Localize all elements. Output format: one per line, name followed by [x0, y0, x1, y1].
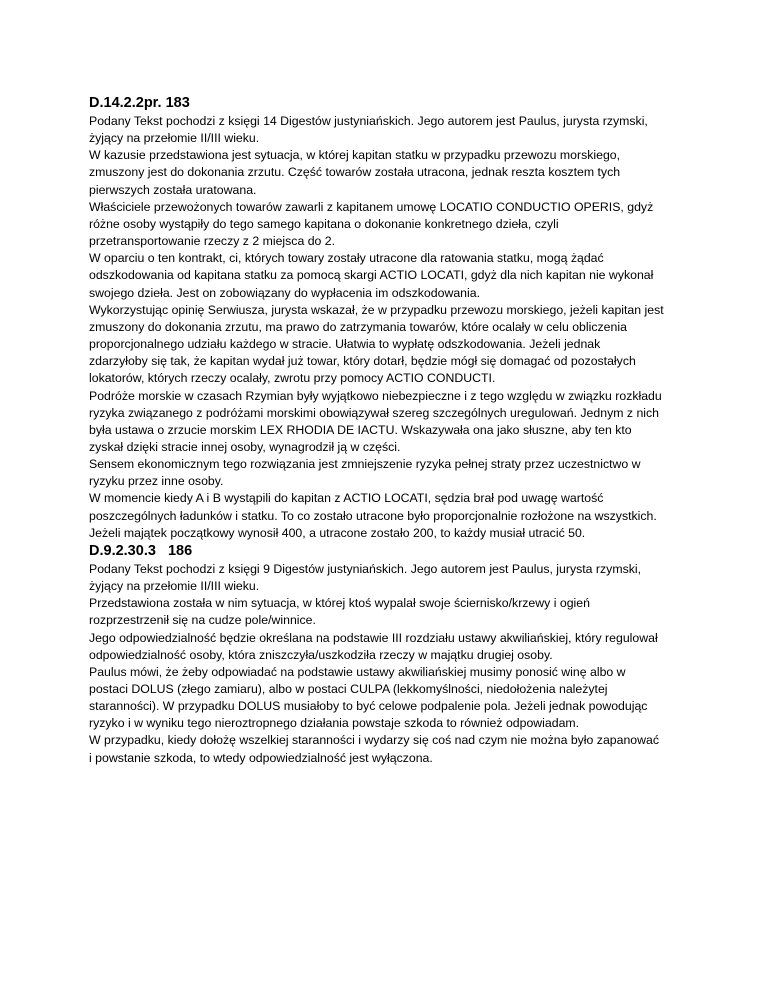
text-line: żyjący na przełomie II/III wieku.	[89, 131, 260, 146]
paragraph	[89, 630, 689, 664]
paragraph	[89, 250, 689, 301]
text-line: Podróże morskie w czasach Rzymian były wyjątkowo niebezpieczne i z tego względu w związku rozkładu	[89, 388, 662, 403]
text-line: staranności). W przypadku DOLUS musiałoby to być celowe podpalenie pola. Jeżeli jednak powodując	[89, 699, 648, 714]
text-line: Podany Tekst pochodzi z księgi 9 Digestów justyniańskich. Jego autorem jest Paulus, jurysta rzymski,	[89, 561, 642, 576]
section-d-9-2-30-3	[89, 542, 689, 767]
text-line: W momencie kiedy A i B wystąpili do kapitan z ACTIO LOCATI, sędzia brał pod uwagę wartość	[89, 491, 604, 506]
text-line: proporcjonalnego udziału każdego w stracie. Ułatwia to wypłatę odszkodowania. Jeżeli jednak	[89, 337, 601, 352]
text-line: ryzyku przez inne osoby.	[89, 474, 224, 489]
paragraph	[89, 199, 689, 250]
text-line: postaci DOLUS (złego zamiaru), albo w postaci CULPA (lekkomyślności, niedołożenia należytej	[89, 682, 608, 696]
text-line: poszczególnych ładunków i statku. To co zostało utracone było proporcjonalnie rozłożone na wszystkich.	[89, 508, 657, 523]
text-line: zyskał dzięki stracie innej osoby, wynagrodził ją w części.	[89, 439, 401, 454]
text-line: rozprzestrzenił się na cudze pole/winnice.	[89, 613, 316, 628]
text-line: W przypadku, kiedy dołożę wszelkiej staranności i wydarzy się coś nad czym nie można było zapanować	[89, 733, 660, 748]
text-line: W oparciu o ten kontrakt, ci, których towary zostały utracone dla ratowania statku, mogą żądać	[89, 251, 604, 266]
text-line: różne osoby wystąpiły do tego samego kapitana o dokonanie konkretnego dzieła, czyli	[89, 216, 559, 231]
text-line: odszkodowania od kapitana statku za pomocą skargi ACTIO LOCATI, gdyż dla nich kapitan nie wykonał	[89, 268, 654, 283]
section-heading: D.14.2.2pr. 183	[89, 95, 190, 111]
paragraph	[89, 561, 689, 595]
section-d-14-2-2pr	[89, 94, 689, 542]
paragraph	[89, 456, 689, 490]
section-heading: D.9.2.30.3 186	[89, 542, 193, 559]
document-body	[89, 94, 689, 767]
text-line: Jeżeli majątek początkowy wynosił 400, a utracone zostało 200, to każdy musiał utracić 50.	[89, 525, 586, 540]
text-line: ryzyko i w wyniku tego nieroztropnego działania powstaje szkoda to również odpowiadam.	[89, 716, 580, 731]
text-line: swojego dzieła. Jest on zobowiązany do wypłacenia im odszkodowania.	[89, 285, 480, 300]
paragraph	[89, 147, 689, 198]
paragraph	[89, 595, 689, 629]
text-line: żyjący na przełomie II/III wieku.	[89, 579, 260, 594]
paragraph	[89, 302, 689, 388]
paragraph	[89, 388, 689, 457]
text-line: przetransportowanie rzeczy z 2 miejsca do 2.	[89, 234, 336, 249]
text-line: i powstanie szkoda, to wtedy odpowiedzialność jest wyłączona.	[89, 750, 433, 765]
paragraph	[89, 664, 689, 733]
paragraph	[89, 113, 689, 147]
text-line: W kazusie przedstawiona jest sytuacja, w której kapitan statku w przypadku przewozu morskiego,	[89, 148, 621, 163]
text-line: Właściciele przewożonych towarów zawarli z kapitanem umowę LOCATIO CONDUCTIO OPERIS, gdyż	[89, 199, 654, 214]
text-line: Przedstawiona została w nim sytuacja, w której ktoś wypalał swoje ściernisko/krzewy i ogień	[89, 596, 590, 611]
text-line: zdarzyłoby się tak, że kapitan wydał już towar, który dotarł, będzie mógł się domagać od pozostałych	[89, 354, 636, 369]
text-line: pierwszych została uratowana.	[89, 182, 257, 197]
text-line: ryzyka związanego z podróżami morskimi obowiązywał szereg szczególnych uregulowań. Jednym z nich	[89, 405, 659, 420]
paragraph	[89, 732, 689, 766]
text-line: zmuszony jest do dokonania zrzutu. Część towarów została utracona, jednak reszta kosztem tych	[89, 165, 621, 180]
text-line: Wykorzystując opinię Serwiusza, jurysta wskazał, że w przypadku przewozu morskiego, jeżeli kapitan jest	[89, 302, 664, 317]
text-line: Jego odpowiedzialność będzie określana na podstawie III rozdziału ustawy akwiliańskiej, który regulował	[89, 630, 658, 645]
text-line: była ustawa o zrzucie morskim LEX RHODIA DE IACTU. Wskazywała ona jako słuszne, aby ten kto	[89, 422, 632, 437]
text-line: zmuszony do dokonania zrzutu, ma prawo do zatrzymania towarów, które ocalały w celu obliczenia	[89, 319, 627, 334]
text-line: lokatorów, których rzeczy ocalały, zwrotu przy pomocy ACTIO CONDUCTI.	[89, 371, 496, 386]
text-line: odpowiedzialność osoby, która zniszczyła/uszkodziła rzeczy w majątku drugiej osoby.	[89, 647, 553, 662]
text-line: Paulus mówi, że żeby odpowiadać na podstawie ustawy akwiliańskiej musimy ponosić winę albo w	[89, 664, 626, 679]
paragraph	[89, 490, 689, 541]
text-line: Podany Tekst pochodzi z księgi 14 Digestów justyniańskich. Jego autorem jest Paulus, jurysta rzymski,	[89, 114, 648, 128]
text-line: Sensem ekonomicznym tego rozwiązania jest zmniejszenie ryzyka pełnej straty przez uczestnictwo w	[89, 457, 641, 472]
